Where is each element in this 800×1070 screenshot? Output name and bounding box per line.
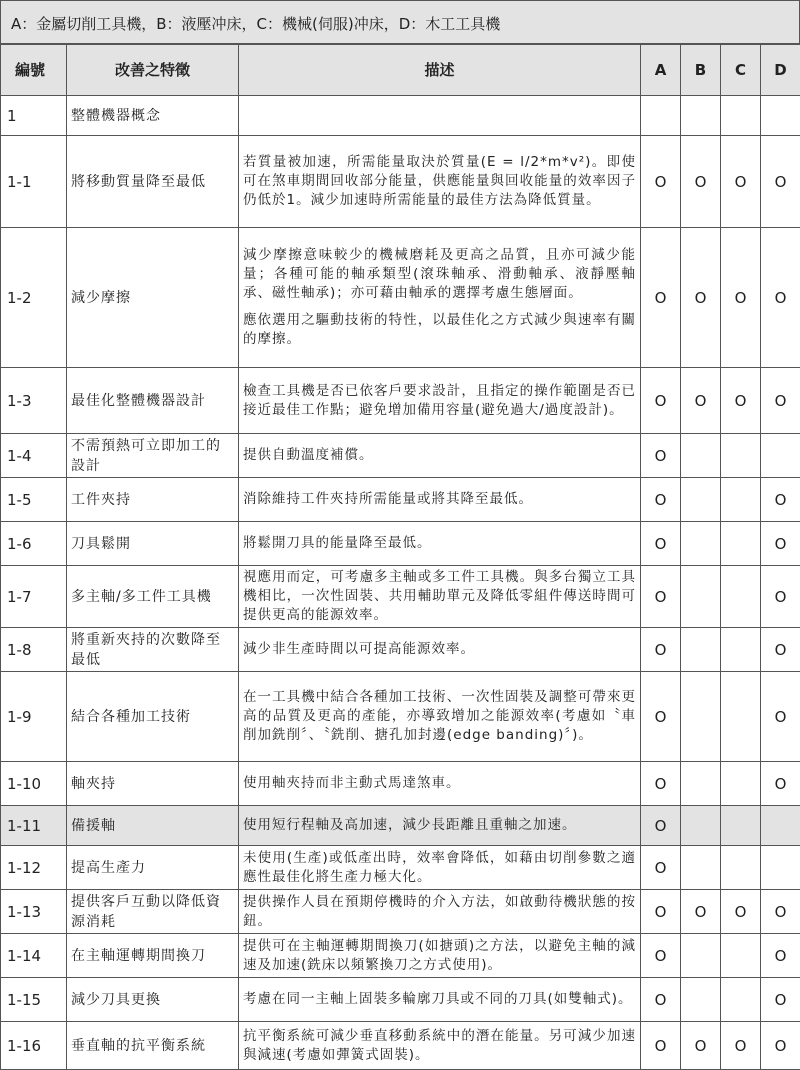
row-feature: 提供客戶互動以降低資源消耗 — [67, 890, 239, 934]
header-description: 描述 — [239, 45, 641, 96]
description-text: 未使用(生產)或低產出時，效率會降低，如藉由切削參數之適應性最佳化將生產力極大化。 — [243, 850, 636, 885]
row-mark-d — [761, 96, 800, 136]
description-text: 視應用而定，可考慮多主軸或多工件工具機。與多台獨立工具機相比，一次性固裝、共用輔助單元及降低零組件傳送時間可提供更高的能源效率。 — [243, 569, 636, 623]
table-row — [1, 136, 800, 228]
row-number: 1-13 — [1, 890, 67, 934]
row-mark-b: O — [681, 1022, 721, 1070]
row-mark-b — [681, 978, 721, 1022]
row-mark-d: O — [761, 566, 800, 628]
row-mark-c — [721, 522, 761, 566]
row-mark-a: O — [641, 890, 681, 934]
row-feature: 整體機器概念 — [67, 96, 239, 136]
row-mark-c — [721, 672, 761, 762]
row-mark-a: O — [641, 846, 681, 890]
row-feature: 多主軸/多工件工具機 — [67, 566, 239, 628]
table-row — [1, 934, 800, 978]
table-row — [1, 478, 800, 522]
row-number: 1-1 — [1, 136, 67, 228]
row-mark-b — [681, 846, 721, 890]
row-mark-b — [681, 672, 721, 762]
row-mark-d — [761, 806, 800, 846]
row-mark-c — [721, 628, 761, 672]
description-text-2: 應依選用之驅動技術的特性，以最佳化之方式減少與速率有關的摩擦。 — [243, 311, 636, 349]
row-description — [239, 934, 641, 978]
row-description — [239, 368, 641, 434]
row-description — [239, 522, 641, 566]
description-text: 減少摩擦意味較少的機械磨耗及更高之品質，且亦可減少能量；各種可能的軸承類型(滾珠軸承、滑動軸承、液靜壓軸承、磁性軸承)；亦可藉由軸承的選擇考慮生態層面。 — [243, 247, 636, 301]
header-b: B — [681, 45, 721, 96]
row-description — [239, 628, 641, 672]
row-number: 1-4 — [1, 434, 67, 478]
row-mark-c: O — [721, 890, 761, 934]
row-mark-b — [681, 478, 721, 522]
row-mark-a: O — [641, 1022, 681, 1070]
row-description — [239, 1022, 641, 1070]
row-mark-b — [681, 434, 721, 478]
row-feature: 減少刀具更換 — [67, 978, 239, 1022]
table-row — [1, 96, 800, 136]
table-row — [1, 368, 800, 434]
table-row — [1, 846, 800, 890]
row-feature: 提高生產力 — [67, 846, 239, 890]
table-row — [1, 672, 800, 762]
row-mark-b — [681, 522, 721, 566]
row-description — [239, 672, 641, 762]
description-text: 提供操作人員在預期停機時的介入方法，如啟動待機狀態的按鈕。 — [243, 894, 636, 929]
row-mark-c — [721, 846, 761, 890]
row-mark-b: O — [681, 368, 721, 434]
row-number: 1-9 — [1, 672, 67, 762]
row-mark-d: O — [761, 228, 800, 368]
header-feature: 改善之特徵 — [67, 45, 239, 96]
row-mark-b: O — [681, 136, 721, 228]
row-number: 1-5 — [1, 478, 67, 522]
description-text: 在一工具機中結合各種加工技術、一次性固裝及調整可帶來更高的品質及更高的產能，亦導致增加之能源效率(考慮如〝車削加銑削〞、〝銑削、搪孔加封邊(edge banding)〞)。 — [243, 689, 636, 743]
row-mark-d: O — [761, 672, 800, 762]
table-row — [1, 978, 800, 1022]
row-number: 1-14 — [1, 934, 67, 978]
row-number: 1-7 — [1, 566, 67, 628]
table-caption: A：金屬切削工具機，B：液壓冲床，C：機械(伺服)冲床，D：木工工具機 — [0, 0, 800, 44]
row-mark-d: O — [761, 136, 800, 228]
row-feature: 軸夾持 — [67, 762, 239, 806]
description-text: 提供可在主軸運轉期間換刀(如搪頭)之方法，以避免主軸的減速及加速(銑床以頻繁換刀之方式使用)。 — [243, 938, 636, 973]
row-mark-d: O — [761, 978, 800, 1022]
table-row — [1, 628, 800, 672]
row-description — [239, 978, 641, 1022]
row-description — [239, 566, 641, 628]
row-feature: 不需預熱可立即加工的設計 — [67, 434, 239, 478]
row-mark-a: O — [641, 136, 681, 228]
row-description — [239, 846, 641, 890]
row-mark-a: O — [641, 478, 681, 522]
improvement-table — [0, 44, 800, 1070]
row-mark-a: O — [641, 978, 681, 1022]
description-text: 使用短行程軸及高加速，減少長距離且重軸之加速。 — [243, 817, 577, 833]
description-text: 使用軸夾持而非主動式馬達煞車。 — [243, 775, 461, 791]
header-a: A — [641, 45, 681, 96]
row-description — [239, 434, 641, 478]
row-mark-c — [721, 806, 761, 846]
table-row — [1, 228, 800, 368]
description-text: 消除維持工件夾持所需能量或將其降至最低。 — [243, 491, 533, 507]
row-description — [239, 96, 641, 136]
row-feature: 減少摩擦 — [67, 228, 239, 368]
row-number: 1-8 — [1, 628, 67, 672]
row-mark-d: O — [761, 628, 800, 672]
header-d: D — [761, 45, 800, 96]
row-mark-c — [721, 762, 761, 806]
row-mark-c — [721, 434, 761, 478]
row-mark-b: O — [681, 228, 721, 368]
row-description — [239, 478, 641, 522]
row-mark-c — [721, 96, 761, 136]
table-row — [1, 890, 800, 934]
row-mark-c: O — [721, 136, 761, 228]
header-c: C — [721, 45, 761, 96]
row-mark-b — [681, 934, 721, 978]
row-mark-b — [681, 762, 721, 806]
row-description — [239, 806, 641, 846]
table-row — [1, 762, 800, 806]
table-row — [1, 522, 800, 566]
row-feature: 在主軸運轉期間換刀 — [67, 934, 239, 978]
row-mark-c — [721, 478, 761, 522]
row-number: 1-2 — [1, 228, 67, 368]
row-description — [239, 228, 641, 368]
row-description — [239, 762, 641, 806]
row-mark-b — [681, 96, 721, 136]
description-text: 將鬆開刀具的能量降至最低。 — [243, 535, 432, 551]
row-mark-d: O — [761, 890, 800, 934]
row-mark-d: O — [761, 1022, 800, 1070]
row-number: 1-11 — [1, 806, 67, 846]
row-feature: 垂直軸的抗平衡系統 — [67, 1022, 239, 1070]
row-feature: 刀具鬆開 — [67, 522, 239, 566]
row-mark-d — [761, 434, 800, 478]
row-mark-d: O — [761, 522, 800, 566]
row-mark-a: O — [641, 628, 681, 672]
row-mark-a: O — [641, 434, 681, 478]
description-text: 提供自動溫度補償。 — [243, 447, 374, 463]
row-description — [239, 136, 641, 228]
table-row — [1, 434, 800, 478]
row-mark-a: O — [641, 806, 681, 846]
row-mark-b — [681, 628, 721, 672]
row-mark-a: O — [641, 522, 681, 566]
row-number: 1-10 — [1, 762, 67, 806]
row-mark-a: O — [641, 228, 681, 368]
row-number: 1-6 — [1, 522, 67, 566]
header-no: 編號 — [1, 45, 67, 96]
row-number: 1-3 — [1, 368, 67, 434]
row-mark-a — [641, 96, 681, 136]
row-number: 1-15 — [1, 978, 67, 1022]
row-mark-b: O — [681, 890, 721, 934]
row-mark-c: O — [721, 368, 761, 434]
row-description — [239, 890, 641, 934]
row-mark-b — [681, 566, 721, 628]
row-mark-a: O — [641, 672, 681, 762]
row-number: 1-16 — [1, 1022, 67, 1070]
row-mark-d: O — [761, 368, 800, 434]
table-row — [1, 1022, 800, 1070]
row-mark-a: O — [641, 368, 681, 434]
row-feature: 將移動質量降至最低 — [67, 136, 239, 228]
row-mark-a: O — [641, 566, 681, 628]
row-feature: 備援軸 — [67, 806, 239, 846]
description-text: 檢查工具機是否已依客戶要求設計，且指定的操作範圍是否已接近最佳工作點；避免增加備用容量(避免過大/過度設計)。 — [243, 383, 636, 418]
row-feature: 將重新夾持的次數降至最低 — [67, 628, 239, 672]
table-row — [1, 566, 800, 628]
row-mark-b — [681, 806, 721, 846]
row-mark-a: O — [641, 762, 681, 806]
description-text: 若質量被加速，所需能量取決於質量(E = l/2*m*v²)。即使可在煞車期間回收部分能量，供應能量與回收能量的效率因子仍低於1。減少加速時所需能量的最佳方法為降低質量。 — [243, 154, 636, 208]
row-feature: 工件夾持 — [67, 478, 239, 522]
row-number: 1-12 — [1, 846, 67, 890]
row-mark-c: O — [721, 228, 761, 368]
row-feature: 結合各種加工技術 — [67, 672, 239, 762]
row-mark-d: O — [761, 934, 800, 978]
row-mark-c — [721, 978, 761, 1022]
description-text: 抗平衡系統可減少垂直移動系統中的潛在能量。另可減少加速與減速(考慮如彈簧式固裝)。 — [243, 1028, 636, 1063]
row-mark-a: O — [641, 934, 681, 978]
description-text: 減少非生產時間以可提高能源效率。 — [243, 641, 475, 657]
row-mark-d — [761, 846, 800, 890]
description-text: 考慮在同一主軸上固裝多輪廓刀具或不同的刀具(如雙軸式)。 — [243, 991, 633, 1007]
row-mark-d: O — [761, 478, 800, 522]
row-mark-c — [721, 566, 761, 628]
row-mark-c: O — [721, 1022, 761, 1070]
row-number: 1 — [1, 96, 67, 136]
row-feature: 最佳化整體機器設計 — [67, 368, 239, 434]
row-mark-d: O — [761, 762, 800, 806]
header-row — [1, 45, 800, 96]
table-row — [1, 806, 800, 846]
row-mark-c — [721, 934, 761, 978]
